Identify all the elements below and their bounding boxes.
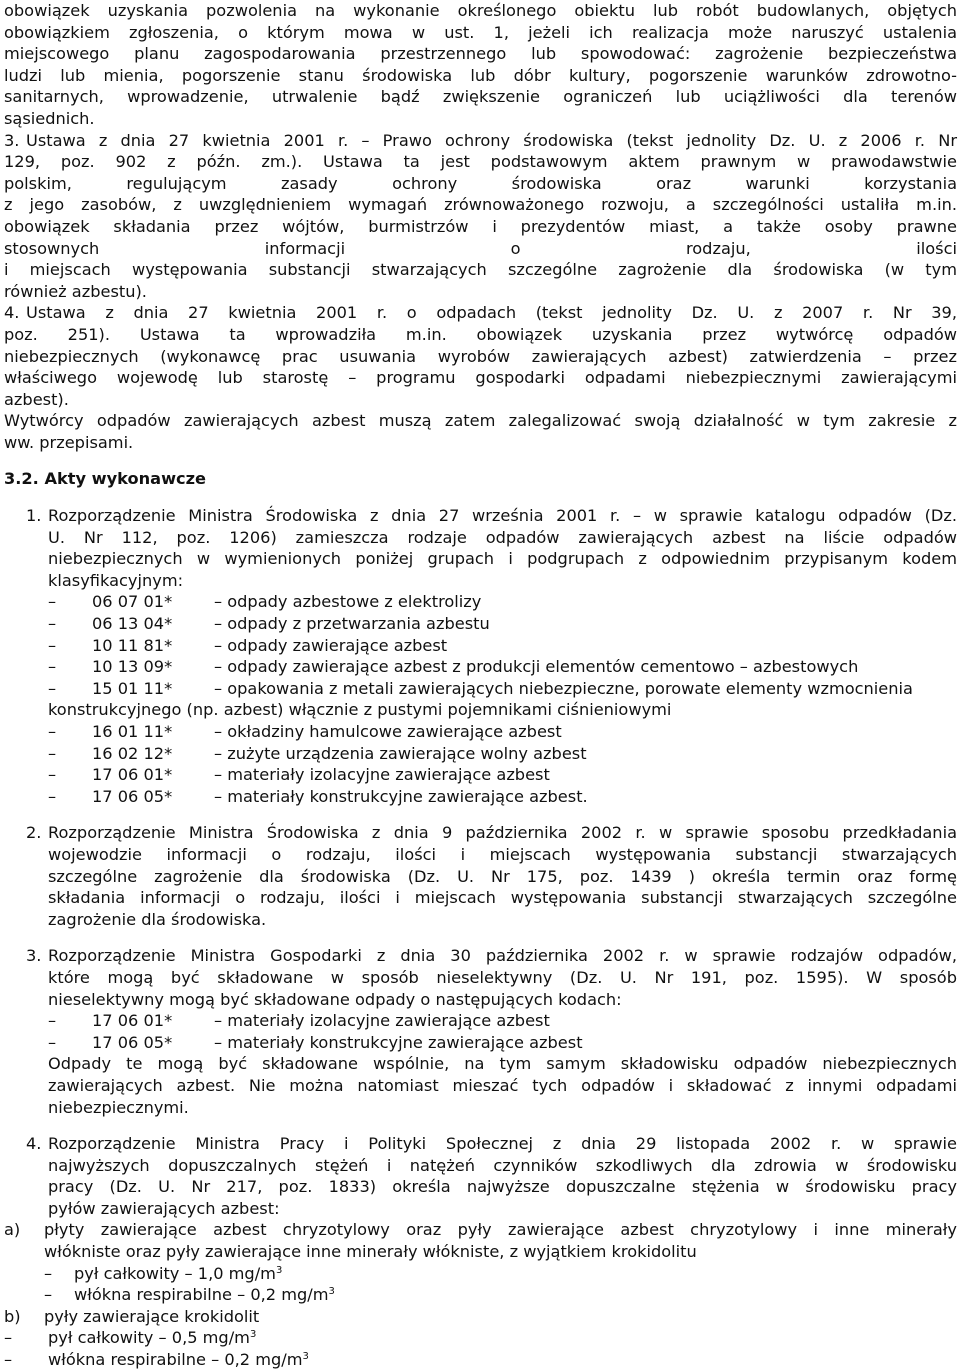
law-item-3 (4, 130, 957, 152)
waste-code-item (48, 1010, 957, 1032)
dash-bullet: – (4, 1350, 13, 1370)
waste-code: 17 06 01* (92, 1011, 173, 1031)
limit-group-b (4, 1306, 957, 1328)
text-line: szczególne zagrożenie dla środowiska (Dz. U. Nr 175, poz. 1439 ) określa termin oraz formę (48, 866, 957, 886)
dash-bullet: – (48, 1032, 57, 1052)
item-number: 4. (26, 1134, 42, 1154)
text-line: Ustawa z dnia 27 kwietnia 2001 r. o odpadach (tekst jednolity Dz. U. z 2007 r. Nr 39, (26, 303, 957, 323)
text-line: Rozporządzenie Ministra Środowiska z dnia 9 października 2002 r. w sprawie sposobu przedkładania (48, 823, 957, 843)
waste-code: 17 06 05* (92, 1032, 173, 1052)
text-line: pyły zawierające krokidolit (44, 1306, 260, 1326)
text-line: z jego zasobów, z uwzględnieniem wymagań zrównoważonego rozwoju, a szczególności ustaliła m.in. (4, 195, 957, 215)
text-line: polskim, regulującym zasady ochrony środowiska oraz warunki korzystania (4, 173, 957, 193)
exponent: 3 (302, 1351, 309, 1363)
waste-description: – odpady z przetwarzania azbestu (214, 614, 490, 634)
dash-bullet: – (48, 1011, 57, 1031)
item-letter: a) (4, 1220, 21, 1240)
limit-group-a (4, 1219, 957, 1262)
waste-code-item (48, 656, 957, 678)
text-line: ludzi lub mienia, pogorszenie stanu środowiska lub dóbr kultury, pogorszenie warunków zdrowotno- (4, 65, 957, 85)
waste-code-item (48, 613, 957, 635)
text-line: nieselektywny mogą być składowane odpady o następujących kodach: (48, 989, 622, 1009)
limit-line (4, 1284, 957, 1306)
dash-bullet: – (48, 678, 57, 698)
waste-description: – okładziny hamulcowe zawierające azbest (214, 722, 562, 741)
text-line: i miejscach występowania substancji stwarzających szczególne zagrożenie dla środowiska (w tym (4, 260, 957, 280)
text-line: niebezpiecznymi. (48, 1097, 189, 1117)
waste-code: 10 13 09* (92, 657, 173, 677)
waste-code: 17 06 01* (92, 765, 173, 785)
text-line: stosownych informacji o rodzaju, ilości (4, 238, 957, 258)
text-line: najwyższych dopuszczalnych stężeń i natężeń czynników szkodliwych dla zdrowia w środowisku (48, 1155, 957, 1175)
waste-code-item (48, 786, 957, 808)
waste-code: 06 13 04* (92, 614, 173, 634)
text-line: obowiązkiem zgłoszenia, o którym mowa w ust. 1, jeżeli ich realizacja może naruszyć ustalenia (4, 22, 957, 42)
dash-bullet: – (44, 1285, 53, 1305)
item-letter: b) (4, 1306, 21, 1326)
waste-description: – odpady zawierające azbest (214, 635, 448, 655)
text-line: Rozporządzenie Ministra Gospodarki z dnia 30 października 2002 r. w sprawie rodzajów odpadów, (48, 946, 957, 966)
exponent: 3 (249, 1329, 257, 1341)
act-item-3 (26, 945, 957, 1118)
waste-code-list (48, 1010, 957, 1053)
act-item-4 (26, 1133, 957, 1219)
text-line: azbest). (4, 389, 69, 409)
waste-code-item (48, 678, 957, 721)
waste-code-item (48, 764, 957, 786)
waste-code: 06 07 01* (92, 592, 173, 612)
exponent: 3 (328, 1286, 335, 1298)
text-line: Rozporządzenie Ministra Środowiska z dnia 27 września 2001 r. – w sprawie katalogu odpadów (Dz. (48, 506, 957, 526)
limit-line (4, 1263, 957, 1285)
item-number: 2. (26, 823, 42, 843)
waste-description: – materiały konstrukcyjne zawierające azbest (214, 1032, 583, 1052)
waste-code: 10 11 81* (92, 635, 173, 655)
text-line: obowiązek uzyskania pozwolenia na wykonanie określonego obiektu lub robót budowlanych, objętych (4, 1, 957, 20)
text-line: 129, poz. 902 z późn. zm.). Ustawa ta jest podstawowym aktem prawnym w prawodawstwie (4, 152, 957, 172)
limit-text: włókna respirabilne – 0,2 mg/m (48, 1350, 303, 1370)
dash-bullet: – (48, 592, 57, 612)
law-item-4-body (4, 324, 957, 410)
text-line: ww. przepisami. (4, 432, 134, 452)
text-line: wojewodzie informacji o rodzaju, ilości i miejscach występowania substancji stwarzających (48, 844, 957, 864)
text-line: Odpady te mogą być składowane wspólnie, na tym samym składowisku odpadów niebezpiecznych (48, 1054, 957, 1074)
text-line: pyłów zawierających azbest: (48, 1198, 280, 1218)
waste-code-item (48, 591, 957, 613)
text-line: U. Nr 112, poz. 1206) zamieszcza rodzaje odpadów zawierających azbest na liście odpadów (48, 527, 957, 547)
waste-code: 15 01 11* (92, 678, 173, 698)
act-item-2 (26, 822, 957, 930)
section-heading: 3.2. Akty wykonawcze (4, 469, 207, 489)
text-line: właściwego wojewodę lub starostę – programu gospodarki odpadami niebezpiecznymi zawierającymi (4, 368, 957, 388)
waste-code: 16 01 11* (92, 722, 173, 741)
waste-description: – materiały izolacyjne zawierające azbest (214, 1011, 550, 1031)
text-line: obowiązek składania przez wójtów, burmistrzów i prezydentów miast, a także osoby prawne (4, 216, 957, 236)
law-item-4 (4, 302, 957, 324)
act-item-1 (26, 505, 957, 807)
item-number: 4. (4, 303, 20, 323)
text-line: zawierających azbest. Nie można natomiast mieszać tych odpadów i składować z innymi odpadami (48, 1075, 957, 1095)
limit-text: pył całkowity – 0,5 mg/m (48, 1328, 250, 1348)
dash-bullet: – (48, 614, 57, 634)
waste-description: – odpady zawierające azbest z produkcji elementów cementowo – azbestowych (214, 657, 859, 677)
waste-code-item (48, 721, 957, 743)
limit-line (4, 1327, 957, 1349)
producers-paragraph (4, 410, 957, 453)
law-item-3-body (4, 151, 957, 302)
dash-bullet: – (48, 743, 57, 763)
waste-code: 17 06 05* (92, 786, 173, 806)
exponent: 3 (275, 1264, 283, 1276)
item-number: 1. (26, 506, 42, 526)
text-line: klasyfikacyjnym: (48, 570, 184, 590)
item-number: 3. (4, 130, 20, 150)
dash-bullet: – (48, 765, 57, 785)
item-number: 3. (26, 946, 42, 966)
text-line: włókniste oraz pyły zawierające inne minerały włókniste, z wyjątkiem krokidolitu (44, 1242, 697, 1262)
limit-text: włókna respirabilne – 0,2 mg/m (74, 1285, 329, 1305)
waste-description: – odpady azbestowe z elektrolizy (214, 592, 482, 612)
limit-line (4, 1349, 957, 1371)
limit-text: pył całkowity – 1,0 mg/m (74, 1263, 276, 1283)
waste-code: 16 02 12* (92, 743, 173, 763)
text-line: sąsiednich. (4, 108, 95, 128)
waste-code-list (48, 591, 957, 807)
waste-description-continuation: konstrukcyjnego (np. azbest) włącznie z pustymi pojemnikami ciśnieniowymi (48, 700, 672, 720)
text-line: Wytwórcy odpadów zawierających azbest muszą zatem zalegalizować swoją działalność w tym zakresie z (4, 411, 957, 431)
dash-bullet: – (48, 657, 57, 677)
text-line: Rozporządzenie Ministra Pracy i Polityki Społecznej z dnia 29 listopada 2002 r. w sprawie (48, 1134, 957, 1154)
waste-description: – materiały konstrukcyjne zawierające azbest. (214, 786, 588, 806)
dash-bullet: – (48, 635, 57, 655)
dash-bullet: – (48, 786, 57, 806)
intro-paragraph (4, 0, 957, 130)
text-line: płyty zawierające azbest chryzotylowy oraz pyły zawierające azbest chryzotylowy i inne minerały (44, 1220, 957, 1240)
text-line: poz. 251). Ustawa ta wprowadziła m.in. obowiązek uzyskania przez wytwórcę odpadów (4, 324, 957, 344)
text-line: niebezpiecznych w wymienionych poniżej grupach i podgrupach z odpowiednim przypisanym kodem (48, 549, 957, 569)
text-line: miejscowego planu zagospodarowania przestrzennego lub spowodować: zagrożenie bezpieczeństwa (4, 44, 957, 64)
dash-bullet: – (48, 722, 57, 741)
dash-bullet: – (4, 1328, 13, 1348)
waste-description: – zużyte urządzenia zawierające wolny azbest (214, 743, 587, 763)
text-line: również azbestu). (4, 281, 147, 301)
waste-code-item (48, 743, 957, 765)
text-line: Ustawa z dnia 27 kwietnia 2001 r. – Prawo ochrony środowiska (tekst jednolity Dz. U. z 2006 r. Nr (26, 130, 957, 150)
waste-code-item (48, 1032, 957, 1054)
waste-description: – opakowania z metali zawierających niebezpieczne, porowate elementy wzmocnienia (214, 678, 913, 698)
waste-description: – materiały izolacyjne zawierające azbest (214, 765, 550, 785)
text-line: które mogą być składowane w sposób nieselektywny (Dz. U. Nr 191, poz. 1595). W sposób (48, 967, 957, 987)
text-line: pracy (Dz. U. Nr 217, poz. 1833) określa najwyższe dopuszczalne stężenia w środowisku pracy (48, 1177, 957, 1197)
text-line: zagrożenie dla środowiska. (48, 909, 267, 929)
dash-bullet: – (44, 1263, 53, 1283)
text-line: sanitarnych, wprowadzenie, utrwalenie bądź zwiększenie ograniczeń lub uciążliwości dla terenów (4, 87, 957, 107)
text-line: składania informacji o rodzaju, ilości i miejscach występowania substancji stwarzających szczególne (48, 888, 957, 908)
waste-code-item (48, 635, 957, 657)
text-line: niebezpiecznych (wykonawcę prac usuwania wyrobów zawierających azbest) zatwierdzenia – przez (4, 346, 957, 366)
